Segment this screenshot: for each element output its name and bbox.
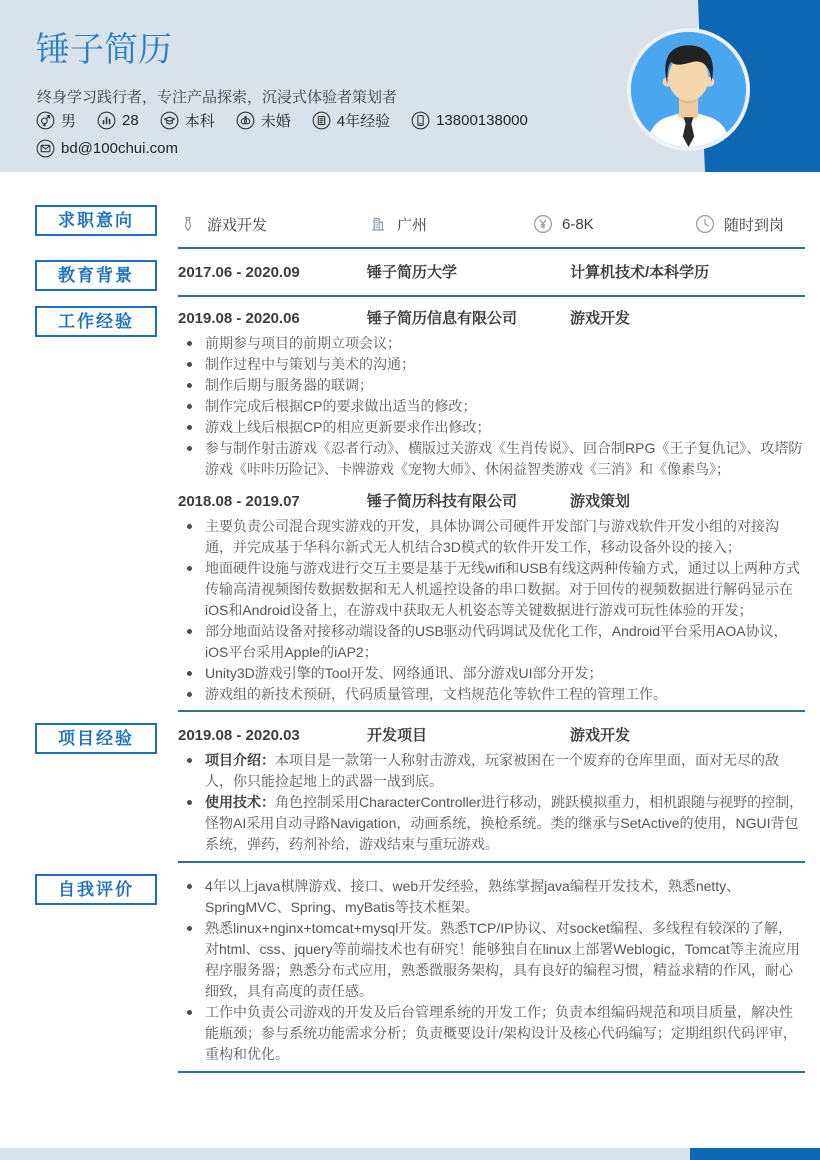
bullet-item: 游戏上线后根据CP的相应更新要求作出修改； — [178, 417, 805, 438]
project-role: 游戏开发 — [570, 727, 631, 744]
section-label-col — [0, 306, 178, 337]
section-divider — [178, 861, 805, 863]
section-divider — [178, 710, 805, 712]
job-header — [178, 306, 805, 330]
position-icon — [178, 214, 198, 234]
job-entry — [178, 306, 805, 480]
footer-bar — [0, 1148, 820, 1160]
job-entry — [178, 489, 805, 705]
bullet-item — [178, 750, 805, 792]
section-work — [0, 306, 820, 712]
email-icon — [36, 139, 55, 158]
salary-icon — [533, 214, 553, 234]
location-icon — [368, 214, 388, 234]
personal-info-row — [36, 110, 528, 131]
project-content — [178, 723, 820, 863]
education-content — [178, 260, 820, 297]
project-header — [178, 723, 805, 747]
section-project — [0, 723, 820, 863]
job-company: 锤子简历信息有限公司 — [367, 310, 518, 327]
intent-position-value: 游戏开发 — [207, 216, 268, 234]
intent-salary — [533, 214, 695, 234]
bullet-text: 本项目是一款第一人称射击游戏，玩家被困在一个废弃的仓库里面，面对无尽的敌人，你只能捡起地上的武器一战到底。 — [205, 752, 779, 789]
section-label-work: 工作经验 — [35, 306, 157, 337]
education-degree: 计算机技术/本科学历 — [570, 264, 710, 281]
bullet-item: 制作完成后根据CP的要求做出适当的修改； — [178, 396, 805, 417]
email-row — [36, 139, 178, 158]
section-divider — [178, 1071, 805, 1073]
intention-row — [178, 205, 805, 241]
section-label-col — [0, 723, 178, 754]
job-role: 游戏开发 — [570, 310, 631, 327]
candidate-name: 锤子简历 — [36, 31, 172, 69]
education-period: 2017.06 - 2020.09 — [178, 264, 300, 281]
bullet-item: 工作中负责公司游戏的开发及后台管理系统的开发工作；负责本组编码规范和项目质量，解决性能瓶颈；参与系统功能需求分析；负责概要设计/架构设计及核心代码编写；定期组织代码评审，重构和优化。 — [178, 1002, 805, 1065]
bullet-item — [178, 792, 805, 855]
section-divider — [178, 295, 805, 297]
bullet-item: 主要负责公司混合现实游戏的开发，具体协调公司硬件开发部门与游戏软件开发小组的对接沟通，并完成基于华科尔新式无人机结合3D模式的软件开发工作，移动设备外设的接入； — [178, 516, 805, 558]
section-intention — [0, 205, 820, 249]
bullet-item: 部分地面站设备对接移动端设备的USB驱动代码调试及优化工作，Android平台采用AOA协议，iOS平台采用Apple的iAP2； — [178, 621, 805, 663]
work-content — [178, 306, 820, 712]
age-icon — [97, 111, 116, 130]
footer-accent — [690, 1148, 820, 1160]
resume-body — [0, 172, 820, 1073]
education-school: 锤子简历大学 — [367, 264, 458, 281]
job-period: 2019.08 - 2020.06 — [178, 310, 300, 327]
intent-location-value: 广州 — [397, 216, 428, 234]
project-period: 2019.08 - 2020.03 — [178, 727, 300, 744]
info-marital — [236, 110, 291, 131]
info-phone-value: 13800138000 — [436, 112, 528, 129]
section-label-col — [0, 260, 178, 291]
job-bullets — [178, 333, 805, 480]
info-phone — [411, 111, 528, 130]
info-education-value: 本科 — [184, 113, 215, 130]
intent-availability — [695, 214, 805, 235]
info-experience — [312, 110, 390, 131]
info-email-value: bd@100chui.com — [61, 140, 178, 157]
availability-icon — [695, 214, 715, 234]
info-marital-value: 未婚 — [260, 113, 291, 130]
info-gender-value: 男 — [61, 113, 77, 130]
intent-location — [368, 214, 533, 235]
intent-position — [178, 214, 368, 235]
avatar — [627, 28, 750, 151]
info-age-value: 28 — [122, 112, 139, 129]
bullet-item: 熟悉linux+nginx+tomcat+mysql开发。熟悉TCP/IP协议、对socket编程、多线程有较深的了解，对html、css、jquery等前端技术也有研究！能够独自在linux上部署Weblogic，Tomcat等主流应用程序服务器；熟悉分布式应用，熟悉微服务架构，具有良好的编程习惯，精益求精的作风，耐心细致，具有高度的责任感。 — [178, 918, 805, 1002]
section-evaluation — [0, 874, 820, 1073]
info-gender — [36, 110, 76, 131]
info-email — [36, 139, 178, 158]
bullet-item: 游戏组的新技术预研，代码质量管理，文档规范化等软件工程的管理工作。 — [178, 684, 805, 705]
project-bullets — [178, 750, 805, 855]
job-role: 游戏策划 — [570, 493, 631, 510]
phone-icon — [411, 111, 430, 130]
info-experience-value: 4年经验 — [336, 113, 391, 130]
bullet-item: 制作过程中与策划与美术的沟通； — [178, 354, 805, 375]
intent-availability-value: 随时到岗 — [724, 216, 785, 234]
gender-icon — [36, 111, 55, 130]
section-label-project: 项目经验 — [35, 723, 157, 754]
job-bullets — [178, 516, 805, 705]
marital-icon — [236, 111, 255, 130]
section-label-col — [0, 874, 178, 905]
header — [0, 0, 820, 172]
project-name: 开发项目 — [367, 727, 428, 744]
bullet-item: 参与制作射击游戏《忍者行动》、横版过关游戏《生肖传说》、回合制RPG《王子复仇记》、攻塔防游戏《咔咔历险记》、卡牌游戏《宠物大师》、休闲益智类游戏《三消》和《像素鸟》； — [178, 438, 805, 480]
bullet-item: Unity3D游戏引擎的Tool开发、网络通讯、部分游戏UI部分开发； — [178, 663, 805, 684]
info-education — [160, 110, 215, 131]
evaluation-bullets — [178, 876, 805, 1065]
bullet-item: 4年以上java棋牌游戏、接口、web开发经验，熟练掌握java编程开发技术，熟悉netty、SpringMVC、Spring、myBatis等技术框架。 — [178, 876, 805, 918]
info-age — [97, 111, 139, 130]
candidate-tagline: 终身学习践行者，专注产品探索，沉浸式体验者策划者 — [37, 89, 398, 106]
intent-salary-value: 6-8K — [562, 215, 594, 233]
evaluation-content — [178, 874, 820, 1073]
intention-content — [178, 205, 820, 249]
education-row — [178, 260, 805, 284]
bullet-label: 项目介绍： — [205, 752, 275, 768]
bullet-item: 地面硬件设施与游戏进行交互主要是基于无线wifi和USB有线这两种传输方式，通过以上两种方式传输高清视频图传数据数据和无人机遥控设备的串口数据。对于回传的视频数据进行解码显示在iOS和Android设备上，在游戏中获取无人机姿态等关键数据进行游戏可玩性体验的开发； — [178, 558, 805, 621]
job-period: 2018.08 - 2019.07 — [178, 493, 300, 510]
avatar-illustration — [631, 32, 746, 147]
bullet-item: 制作后期与服务器的联调； — [178, 375, 805, 396]
job-company: 锤子简历科技有限公司 — [367, 493, 518, 510]
section-label-education: 教育背景 — [35, 260, 157, 291]
section-label-evaluation: 自我评价 — [35, 874, 157, 905]
job-header — [178, 489, 805, 513]
bullet-text: 角色控制采用CharacterController进行移动，跳跃模拟重力，相机跟随与视野的控制，怪物AI采用自动寻路Navigation，动画系统，换枪系统。类的继承与SetActive的使用，NGUI背包系统，弹药，药剂补给，游戏结束与重玩游戏。 — [205, 794, 804, 852]
education-icon — [160, 111, 179, 130]
section-divider — [178, 247, 805, 249]
bullet-item: 前期参与项目的前期立项会议； — [178, 333, 805, 354]
section-education — [0, 260, 820, 297]
bullet-label: 使用技术： — [205, 794, 275, 810]
section-label-col — [0, 205, 178, 236]
section-label-intention: 求职意向 — [35, 205, 157, 236]
experience-icon — [312, 111, 331, 130]
